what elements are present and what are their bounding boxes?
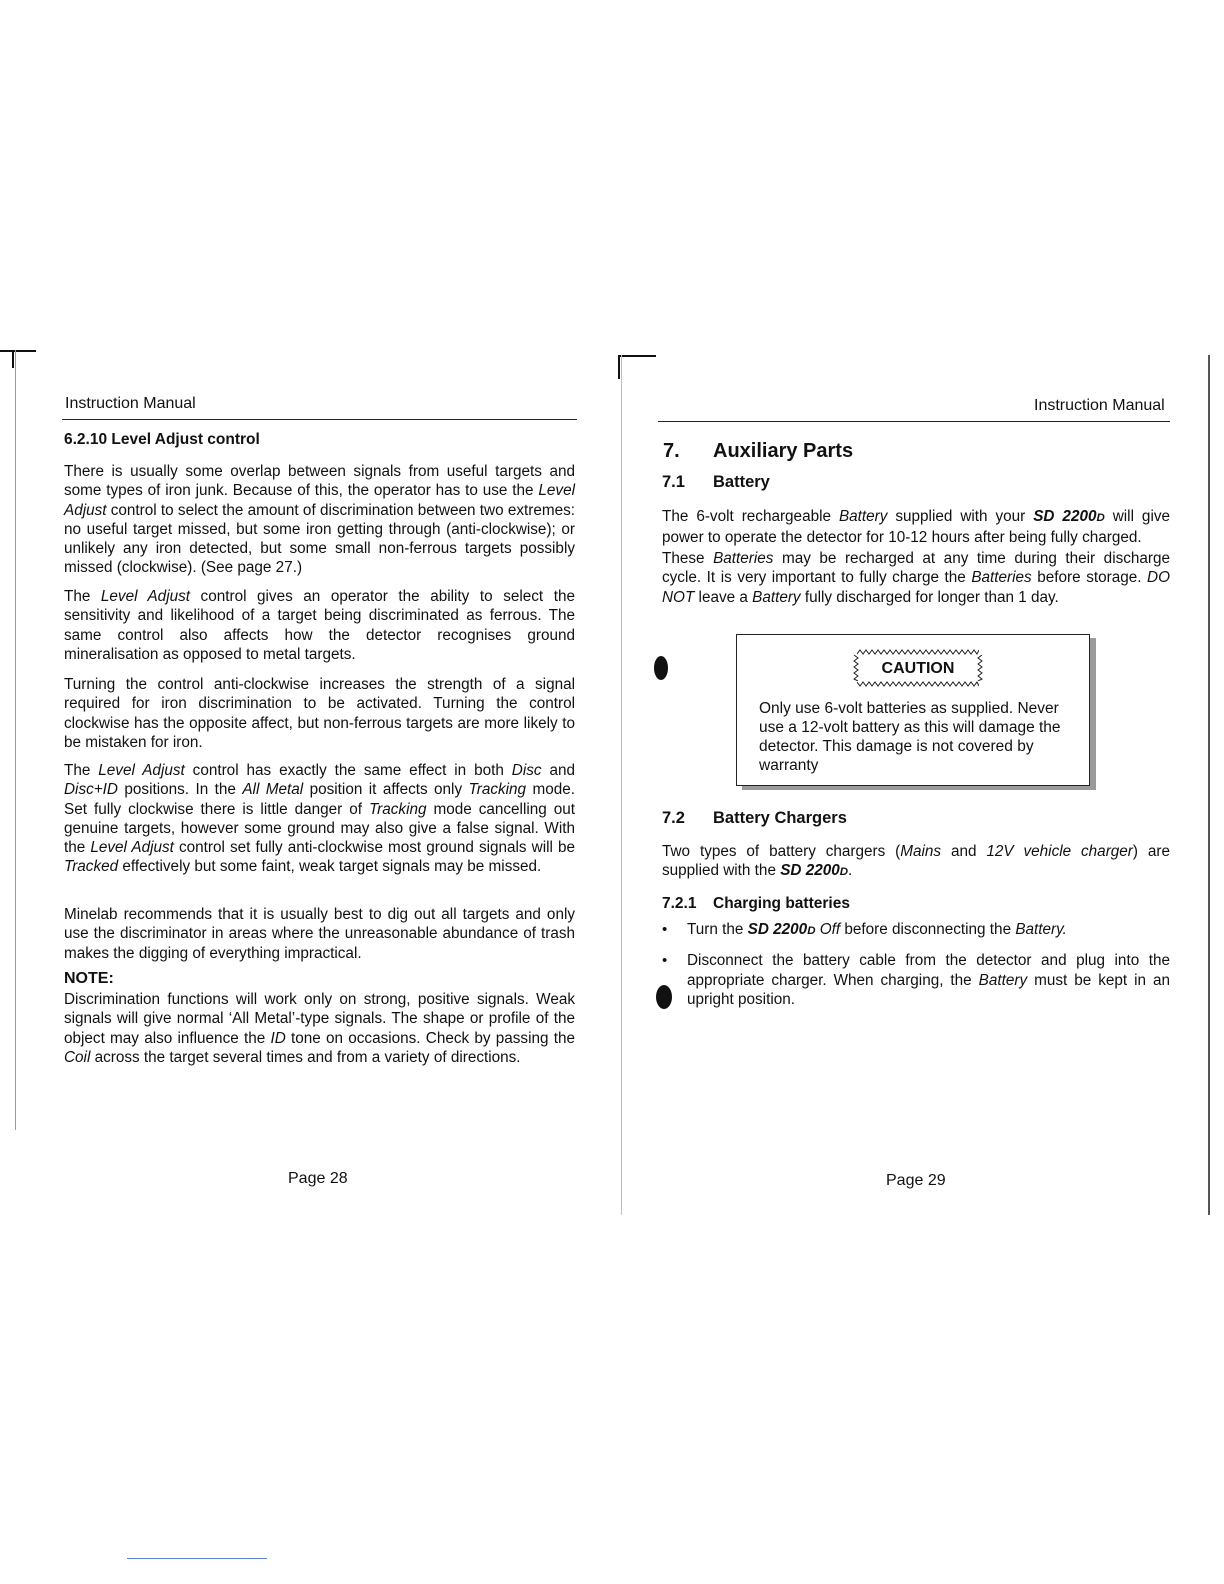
section-heading-6-2-10: 6.2.10 Level Adjust control <box>64 431 260 448</box>
hole-punch-mark <box>654 656 668 680</box>
crop-mark-center <box>618 355 656 357</box>
zigzag-right-icon <box>977 655 983 681</box>
scan-blue-line <box>127 1558 267 1559</box>
section-heading-7-2-1 <box>662 895 850 913</box>
list-item: • Disconnect the battery cable from the detector and plug into the appropriate charger. When charging, the Battery must be kept in an upright position. <box>662 951 1170 1009</box>
section-heading-7-1 <box>662 473 770 492</box>
crop-mark-center-vertical <box>618 355 620 379</box>
scan-edge-left <box>15 350 16 1130</box>
crop-mark-left <box>0 350 36 352</box>
charging-steps-list <box>662 920 1170 1019</box>
page-number-right: Page 29 <box>886 1172 946 1189</box>
chapter-number: 7. <box>663 440 680 462</box>
paragraph: Two types of battery chargers (Mains and 12V vehicle charger) are supplied with the SD 2200D. <box>662 843 1170 880</box>
header-rule-right <box>658 421 1170 422</box>
section-number: 7.2 <box>662 809 685 827</box>
section-title: Charging batteries <box>713 895 850 912</box>
zigzag-top-icon <box>857 649 979 655</box>
paragraph: The Level Adjust control has exactly the same effect in both Disc and Disc+ID positions. In the All Metal position it affects only Tracking mode. Set fully clockwise there is little danger of Tracking mode cancelling out genuine targets, however some ground may also give a false signal. With the Level Adjust control set fully anti-clockwise most ground signals will be Tracked effectively but some faint, weak target signals may be missed. <box>64 762 576 876</box>
chapter-title: Auxiliary Parts <box>713 440 854 462</box>
note-label: NOTE: <box>64 970 114 987</box>
paragraph: Minelab recommends that it is usually best to dig out all targets and only use the discriminator in areas where the unreasonable abundance of trash makes the digging of everything impractical. <box>64 906 575 962</box>
chapter-heading <box>663 440 853 463</box>
zigzag-bottom-icon <box>857 681 979 687</box>
paragraph: Turning the control anti-clockwise increases the strength of a signal required for iron discrimination to be activated. Turning the control clockwise has the opposite affect, but non-ferrous targets are more likely to be mistaken for iron. <box>64 676 575 751</box>
list-item: • Turn the SD 2200D Off before disconnecting the Battery. <box>662 920 1170 941</box>
crop-mark-left-vertical <box>12 350 14 368</box>
section-title: Battery <box>713 473 770 491</box>
running-head-right: Instruction Manual <box>1034 397 1165 414</box>
page-gutter <box>621 355 622 1215</box>
header-rule-left <box>62 419 577 420</box>
paragraph: There is usually some overlap between signals from useful targets and some types of iron junk. Because of this, the operator has to use the Level Adjust control to select the amount of discrimination between two extremes: no useful target missed, but some iron getting through (anti-clockwise); or unlikely any iron detected, but some small non-ferrous targets possibly missed (clockwise). (See page 27.) <box>64 463 575 577</box>
paragraph-note: Discrimination functions will work only on strong, positive signals. Weak signals will give normal ‘All Metal’-type signals. The shape or profile of the object may also influence the ID tone on occasions. Check by passing the Coil across the target several times and from a variety of directions. <box>64 991 575 1066</box>
page-number-left: Page 28 <box>288 1170 348 1187</box>
paragraph: The Level Adjust control gives an operator the ability to select the sensitivity and likelihood of a target being discriminated as ferrous. The same control also affects how the detector recognises ground mineralisation as opposed to metal targets. <box>64 588 575 663</box>
running-head-left: Instruction Manual <box>65 395 196 412</box>
paragraph: These Batteries may be recharged at any time during their discharge cycle. It is very important to fully charge the Batteries before storage. DO NOT leave a Battery fully discharged for longer than 1 day. <box>662 550 1171 606</box>
section-number: 7.2.1 <box>662 895 697 912</box>
section-title: Battery Chargers <box>713 809 847 827</box>
caution-text: Only use 6-volt batteries as supplied. Never use a 12-volt battery as this will damage the detector. This damage is not covered by warranty <box>759 700 1061 774</box>
paragraph: The 6-volt rechargeable Battery supplied with your SD 2200D will give power to operate the detector for 10-12 hours after being fully charged. <box>662 508 1170 547</box>
caution-box <box>736 634 1090 786</box>
section-number: 7.1 <box>662 473 685 491</box>
hole-punch-mark <box>656 985 672 1009</box>
scan-edge-right <box>1208 355 1210 1215</box>
zigzag-left-icon <box>853 655 859 681</box>
caution-banner <box>857 649 979 687</box>
caution-label: CAUTION <box>881 660 955 677</box>
section-heading-7-2 <box>662 809 847 828</box>
